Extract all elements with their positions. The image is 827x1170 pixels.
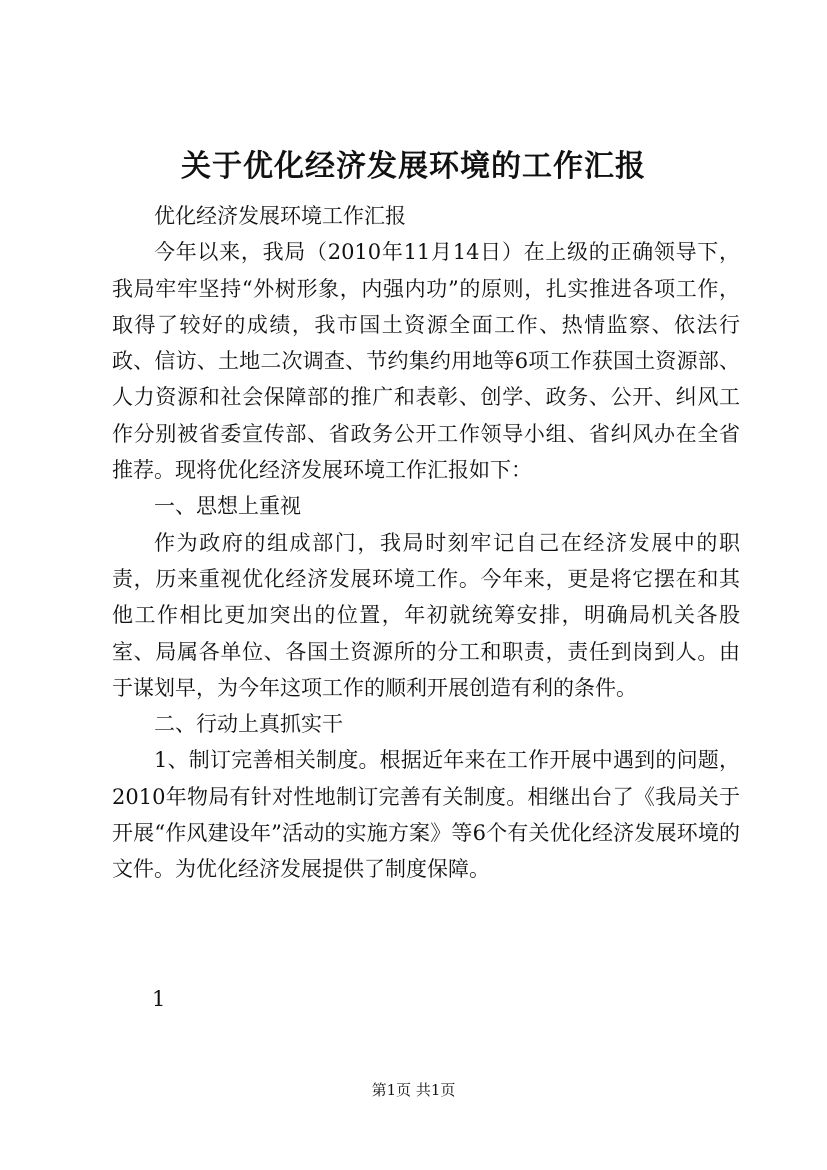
section-heading-2: 二、行动上真抓实干: [154, 712, 343, 737]
paragraph-section-2-item-1: 1、制订完善相关制度。根据近年来在工作开展中遇到的问题，2010年物局有针对性地制订完善有关制度。相继出台了《我局关于开展“作风建设年”活动的实施方案》等6个有关优化经济发展环境的文件。为优化经济发展提供了制度保障。: [112, 748, 740, 882]
paragraph-section-1: 作为政府的组成部门，我局时刻牢记自己在经济发展中的职责，历来重视优化经济发展环境工作。今年来，更是将它摆在和其他工作相比更加突出的位置，年初就统筹安排，明确局机关各股室、局属各单位、各国土资源所的分工和职责，责任到岗到人。由于谋划早，为今年这项工作的顺利开展创造有利的条件。: [112, 530, 740, 700]
document-title: 关于优化经济发展环境的工作汇报: [181, 149, 646, 184]
page-number: 1: [152, 987, 166, 1011]
section-heading-1: 一、思想上重视: [154, 494, 301, 519]
document-body: [112, 198, 740, 888]
paragraph-intro: 今年以来，我局（2010年11月14日）在上级的正确领导下，我局牢牢坚持“外树形象，内强内功”的原则，扎实推进各项工作，取得了较好的成绩，我市国土资源全面工作、热情监察、依法行政、信访、土地二次调查、节约集约用地等6项工作获国土资源部、人力资源和社会保障部的推广和表彰、创学、政务、公开、纠风工作分别被省委宣传部、省政务公开工作领导小组、省纠风办在全省推荐。现将优化经济发展环境工作汇报如下：: [112, 240, 740, 483]
page-footer: 第1页 共1页: [371, 1081, 456, 1099]
paragraph-subtitle: 优化经济发展环境工作汇报: [154, 204, 406, 228]
